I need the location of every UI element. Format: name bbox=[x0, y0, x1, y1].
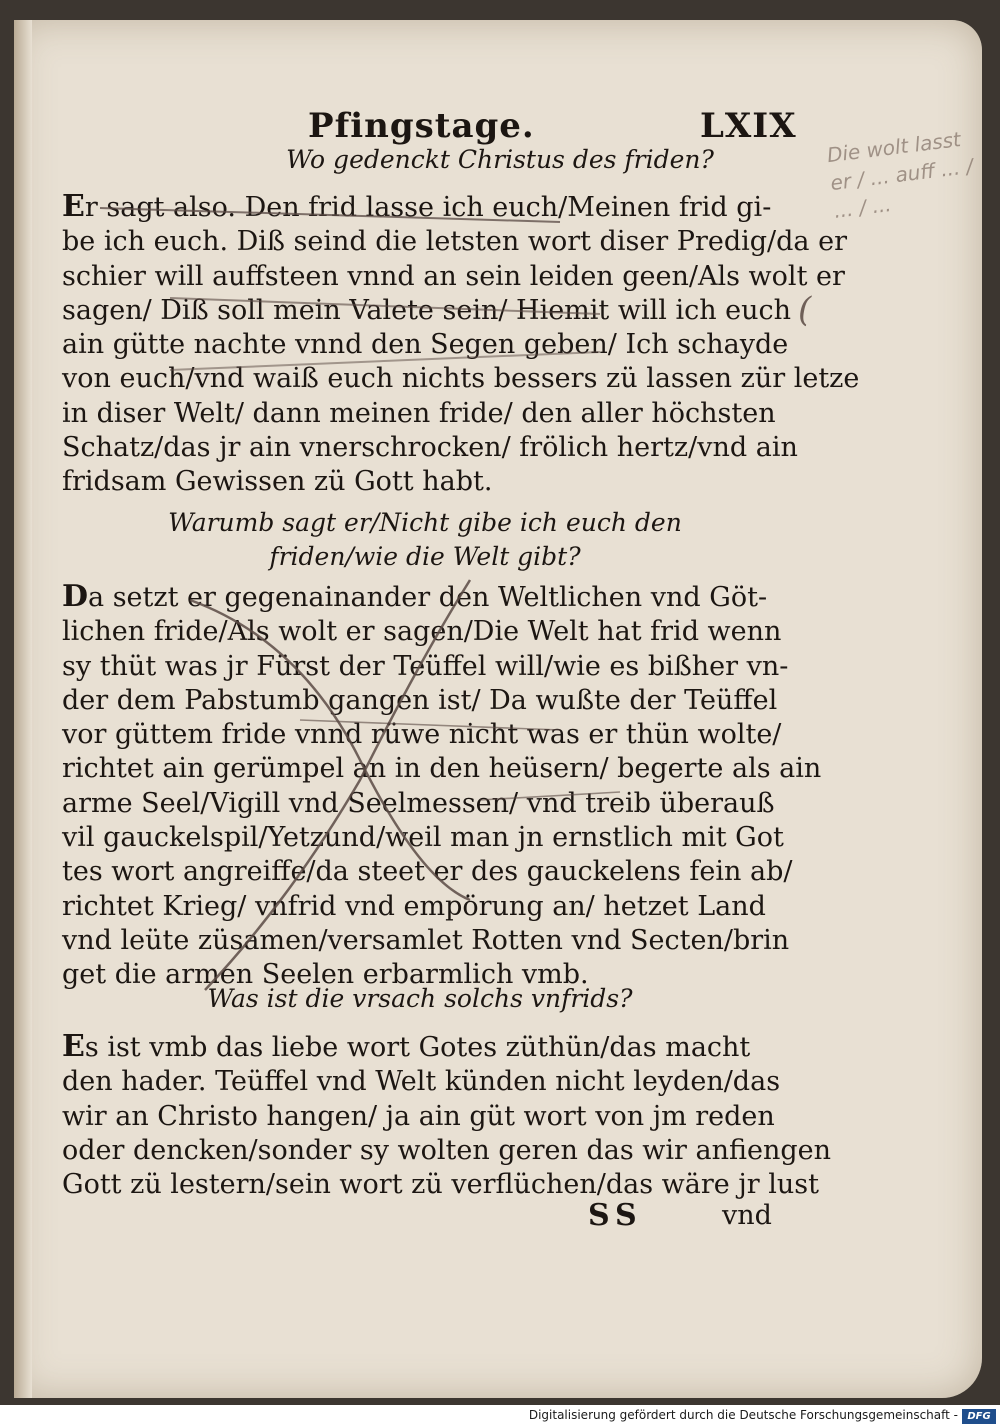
text-line: vnd leüte züsamen/versamlet Rotten vnd Secten/brin bbox=[62, 924, 790, 956]
text-line: von euch/vnd waiß euch nichts bessers zü lassen zür letze bbox=[62, 363, 860, 395]
heading-line: Wo gedenckt Christus des friden? bbox=[286, 145, 714, 174]
dfg-logo: DFG bbox=[962, 1409, 996, 1424]
text-line: Er sagt also. Den frid lasse ich euch/Meinen frid gi- bbox=[62, 189, 772, 224]
paragraph-3 bbox=[62, 1029, 832, 1202]
funding-credit: Digitalisierung gefördert durch die Deutsche Forschungsgemeinschaft - bbox=[528, 1408, 958, 1422]
paragraph-1 bbox=[62, 189, 860, 500]
text-line: vor güttem fride vnnd rüwe nicht was er thün wolte/ bbox=[62, 719, 782, 751]
text-line: Es ist vmb das liebe wort Gotes züthün/das macht bbox=[62, 1029, 751, 1064]
catchword: vnd bbox=[722, 1200, 772, 1231]
text-line: oder dencken/sonder sy wolten geren das wir anfiengen bbox=[62, 1134, 832, 1166]
handwritten-marginal-note: Die wolt lasst er / ... auff ... / ... / ... bbox=[825, 127, 975, 223]
text-line: Da setzt er gegenainander den Weltlichen vnd Göt- bbox=[62, 579, 768, 614]
section-heading-3 bbox=[0, 984, 840, 1013]
text-line: schier will auffsteen vnnd an sein leiden geen/Als wolt er bbox=[62, 260, 845, 292]
text-line: richtet ain gerümpel an in den heüsern/ begerte als ain bbox=[62, 753, 822, 785]
text-line: tes wort angreiffe/da steet er des gauckelens fein ab/ bbox=[62, 856, 793, 888]
paragraph-2 bbox=[62, 579, 822, 993]
text-line: lichen fride/Als wolt er sagen/Die Welt hat frid wenn bbox=[62, 616, 782, 648]
running-head: Pfingstage. bbox=[308, 106, 535, 146]
heading-line: Warumb sagt er/Nicht gibe ich euch den bbox=[168, 508, 682, 537]
folio-number: LXIX bbox=[700, 106, 797, 146]
heading-line: friden/wie die Welt gibt? bbox=[269, 542, 581, 571]
section-heading-1 bbox=[0, 145, 1000, 174]
signature-mark: SS bbox=[588, 1198, 643, 1233]
text-line: get die armen Seelen erbarmlich vmb. bbox=[62, 959, 589, 991]
text-line: Gott zü lestern/sein wort zü verflüchen/das wäre jr lust bbox=[62, 1169, 819, 1201]
text-line: vil gauckelspil/Yetzund/weil man jn ernstlich mit Got bbox=[62, 822, 784, 854]
text-line: der dem Pabstumb gangen ist/ Da wußte der Teüffel bbox=[62, 684, 778, 716]
heading-line: Was ist die vrsach solchs vnfrids? bbox=[207, 984, 633, 1013]
text-line: wir an Christo hangen/ ja ain güt wort von jm reden bbox=[62, 1100, 775, 1132]
page-gutter bbox=[14, 20, 32, 1398]
text-line: fridsam Gewissen zü Gott habt. bbox=[62, 466, 493, 498]
handwritten-bracket-mark: ( bbox=[798, 290, 812, 330]
section-heading-2 bbox=[0, 506, 850, 574]
text-line: sy thüt was jr Fürst der Teüffel will/wie es bißher vn- bbox=[62, 650, 789, 682]
text-line: richtet Krieg/ vnfrid vnd empörung an/ hetzet Land bbox=[62, 890, 766, 922]
text-line: Schatz/das jr ain vnerschrocken/ frölich hertz/vnd ain bbox=[62, 432, 798, 464]
digitization-footer bbox=[0, 1405, 1000, 1428]
text-line: ain gütte nachte vnnd den Segen geben/ Ich schayde bbox=[62, 329, 789, 361]
text-line: be ich euch. Diß seind die letsten wort diser Predig/da er bbox=[62, 226, 847, 258]
text-line: den hader. Teüffel vnd Welt künden nicht leyden/das bbox=[62, 1066, 781, 1098]
text-line: sagen/ Diß soll mein Valete sein/ Hiemit will ich euch bbox=[62, 294, 792, 326]
page-foot bbox=[0, 1198, 1000, 1242]
text-line: in diser Welt/ dann meinen fride/ den aller höchsten bbox=[62, 397, 776, 429]
text-line: arme Seel/Vigill vnd Seelmessen/ vnd treib überauß bbox=[62, 787, 775, 819]
